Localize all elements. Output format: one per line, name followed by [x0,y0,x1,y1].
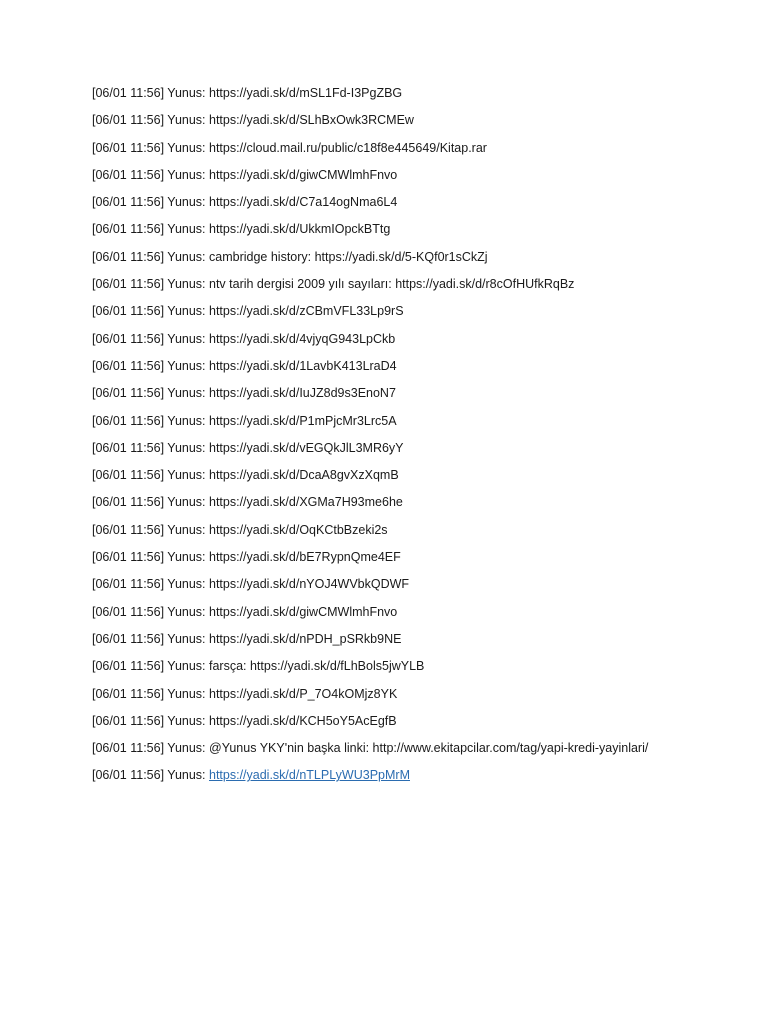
message-text: https://yadi.sk/d/P1mPjcMr3Lrc5A [209,413,397,428]
message-line [92,577,652,592]
message-line [92,222,652,237]
message-prefix: [06/01 11:56] Yunus: [92,686,209,701]
message-text: https://yadi.sk/d/giwCMWlmhFnvo [209,604,398,619]
message-line [92,86,652,101]
message-text: https://yadi.sk/d/OqKCtbBzeki2s [209,522,388,537]
message-text: https://yadi.sk/d/nPDH_pSRkb9NE [209,631,402,646]
message-line [92,277,652,292]
message-text: https://yadi.sk/d/C7a14ogNma6L4 [209,195,398,210]
message-prefix: [06/01 11:56] Yunus: [92,577,209,592]
message-prefix: [06/01 11:56] Yunus: [92,86,209,100]
message-prefix: [06/01 11:56] Yunus: [92,140,209,155]
message-prefix: [06/01 11:56] Yunus: [92,195,209,210]
message-text: @Yunus YKY'nin başka linki: http://www.ekitapcilar.com/tag/yapi-kredi-yayinlari/ [209,741,649,756]
message-line [92,468,652,483]
message-prefix: [06/01 11:56] Yunus: [92,167,209,182]
message-line [92,495,652,510]
message-prefix: [06/01 11:56] Yunus: [92,113,209,128]
message-text: https://yadi.sk/d/giwCMWlmhFnvo [209,167,398,182]
message-line [92,550,652,565]
yadi-link[interactable]: https://yadi.sk/d/nTLPLyWU3PpMrM [209,768,410,783]
message-prefix: [06/01 11:56] Yunus: [92,413,209,428]
message-text: https://cloud.mail.ru/public/c18f8e445649/Kitap.rar [209,140,487,155]
message-text: cambridge history: https://yadi.sk/d/5-KQf0r1sCkZj [209,249,488,264]
message-line [92,141,652,156]
message-line [92,632,652,647]
message-line [92,714,652,729]
message-text: https://yadi.sk/d/DcaA8gvXzXqmB [209,468,399,483]
message-prefix: [06/01 11:56] Yunus: [92,550,209,565]
message-text: https://yadi.sk/d/KCH5oY5AcEgfB [209,713,397,728]
message-line [92,359,652,374]
message-text: https://yadi.sk/d/bE7RypnQme4EF [209,550,401,565]
message-prefix: [06/01 11:56] Yunus: [92,522,209,537]
message-line [92,386,652,401]
message-text: https://yadi.sk/d/P_7O4kOMjz8YK [209,686,398,701]
message-prefix: [06/01 11:56] Yunus: [92,468,209,483]
message-prefix: [06/01 11:56] Yunus: [92,631,209,646]
message-line [92,414,652,429]
message-text: https://yadi.sk/d/nYOJ4WVbkQDWF [209,577,410,592]
message-line [92,332,652,347]
message-prefix: [06/01 11:56] Yunus: [92,659,209,674]
message-line [92,605,652,620]
message-prefix: [06/01 11:56] Yunus: [92,604,209,619]
message-text: https://yadi.sk/d/vEGQkJlL3MR6yY [209,440,404,455]
message-prefix: [06/01 11:56] Yunus: [92,386,209,401]
message-text: https://yadi.sk/d/SLhBxOwk3RCMEw [209,113,414,128]
message-prefix: [06/01 11:56] Yunus: [92,331,209,346]
chat-log [92,86,652,796]
message-prefix: [06/01 11:56] Yunus: [92,768,209,783]
message-text: https://yadi.sk/d/XGMa7H93me6he [209,495,403,510]
message-text: https://yadi.sk/d/UkkmIOpckBTtg [209,222,391,237]
message-prefix: [06/01 11:56] Yunus: [92,304,209,319]
message-prefix: [06/01 11:56] Yunus: [92,741,209,756]
message-line [92,304,652,319]
message-prefix: [06/01 11:56] Yunus: [92,222,209,237]
message-text: https://yadi.sk/d/IuJZ8d9s3EnoN7 [209,386,396,401]
message-prefix: [06/01 11:56] Yunus: [92,277,209,292]
message-prefix: [06/01 11:56] Yunus: [92,358,209,373]
message-prefix: [06/01 11:56] Yunus: [92,440,209,455]
message-line [92,741,652,756]
message-text: ntv tarih dergisi 2009 yılı sayıları: https://yadi.sk/d/r8cOfHUfkRqBz [209,277,575,292]
message-text: farsça: https://yadi.sk/d/fLhBols5jwYLB [209,659,425,674]
message-line [92,168,652,183]
message-line [92,195,652,210]
message-text: https://yadi.sk/d/1LavbK413LraD4 [209,358,397,373]
message-prefix: [06/01 11:56] Yunus: [92,249,209,264]
message-text: https://yadi.sk/d/zCBmVFL33Lp9rS [209,304,404,319]
message-text: https://yadi.sk/d/mSL1Fd-I3PgZBG [209,86,403,100]
message-line [92,659,652,674]
message-prefix: [06/01 11:56] Yunus: [92,713,209,728]
message-line [92,687,652,702]
message-text: https://yadi.sk/d/4vjyqG943LpCkb [209,331,396,346]
message-list [92,86,652,756]
message-line [92,250,652,265]
message-line [92,113,652,128]
message-line [92,441,652,456]
last-message-line [92,768,652,783]
message-prefix: [06/01 11:56] Yunus: [92,495,209,510]
message-line [92,523,652,538]
